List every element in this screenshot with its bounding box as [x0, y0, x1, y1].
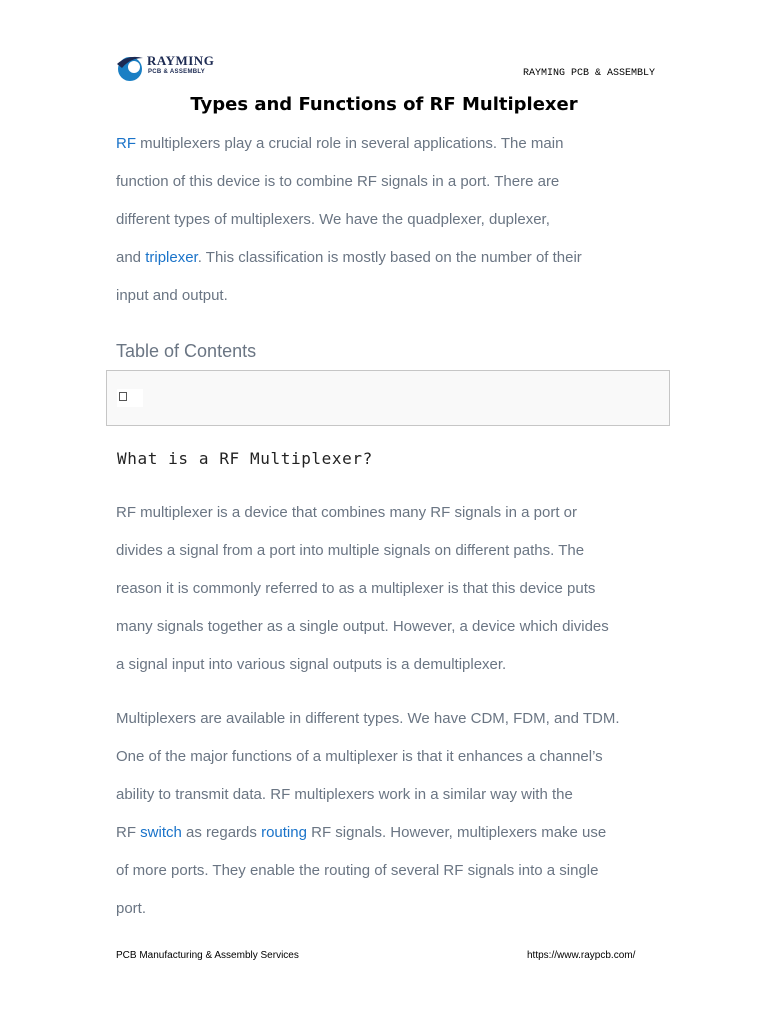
header-company-name: RAYMING PCB & ASSEMBLY: [523, 68, 656, 79]
toc-box: [106, 370, 670, 426]
text-line: port.: [116, 900, 147, 917]
switch-link[interactable]: switch: [140, 824, 182, 841]
page-title: Types and Functions of RF Multiplexer: [190, 94, 578, 115]
routing-link[interactable]: routing: [261, 824, 307, 841]
text-span: . This classification is mostly based on the number of their: [197, 249, 582, 266]
toc-heading: Table of Contents: [116, 341, 257, 361]
text-line: of more ports. They enable the routing of several RF signals into a single: [116, 862, 599, 879]
text-line: many signals together as a single output. However, a device which divides: [116, 618, 609, 635]
text-line: divides a signal from a port into multiple signals on different paths. The: [116, 542, 585, 559]
text-line: [116, 821, 668, 859]
text-line: ability to transmit data. RF multiplexers work in a similar way with the: [116, 786, 573, 803]
text-line: reason it is commonly referred to as a multiplexer is that this device puts: [116, 580, 596, 597]
text-span: RF: [116, 824, 141, 841]
triplexer-link[interactable]: triplexer: [145, 249, 198, 266]
text-line: input and output.: [116, 287, 228, 304]
text-span: as regards: [181, 824, 262, 841]
footer-left-text: PCB Manufacturing & Assembly Services: [116, 950, 299, 961]
text-line: a signal input into various signal outputs is a demultiplexer.: [116, 656, 507, 673]
intro-paragraph: [116, 132, 668, 322]
text-line: [116, 246, 668, 284]
text-line: RF multiplexer is a device that combines many RF signals in a port or: [116, 504, 578, 521]
company-logo: [114, 50, 224, 84]
section-paragraph-1: [116, 501, 668, 691]
rf-link[interactable]: RF: [116, 135, 136, 152]
text-span: RF signals. However, multiplexers make use: [306, 824, 607, 841]
text-span: multiplexers play a crucial role in several applications. The main: [136, 135, 564, 152]
logo-mark-icon: [114, 52, 146, 84]
text-line: One of the major functions of a multiplexer is that it enhances a channel’s: [116, 748, 603, 765]
text-line: function of this device is to combine RF signals in a port. There are: [116, 173, 560, 190]
footer-url[interactable]: https://www.raypcb.com/: [527, 950, 636, 961]
section-heading: What is a RF Multiplexer?: [117, 449, 373, 468]
text-line: different types of multiplexers. We have the quadplexer, duplexer,: [116, 211, 550, 228]
toc-toggle[interactable]: [117, 389, 143, 407]
text-line: Multiplexers are available in different types. We have CDM, FDM, and TDM.: [116, 710, 620, 727]
logo-name: RAYMING: [147, 53, 215, 68]
text-line: [116, 132, 668, 170]
section-paragraph-2: [116, 707, 668, 935]
logo-subtitle: PCB & ASSEMBLY: [148, 69, 206, 75]
checkbox-icon: [119, 392, 127, 401]
text-span: and: [116, 249, 146, 266]
